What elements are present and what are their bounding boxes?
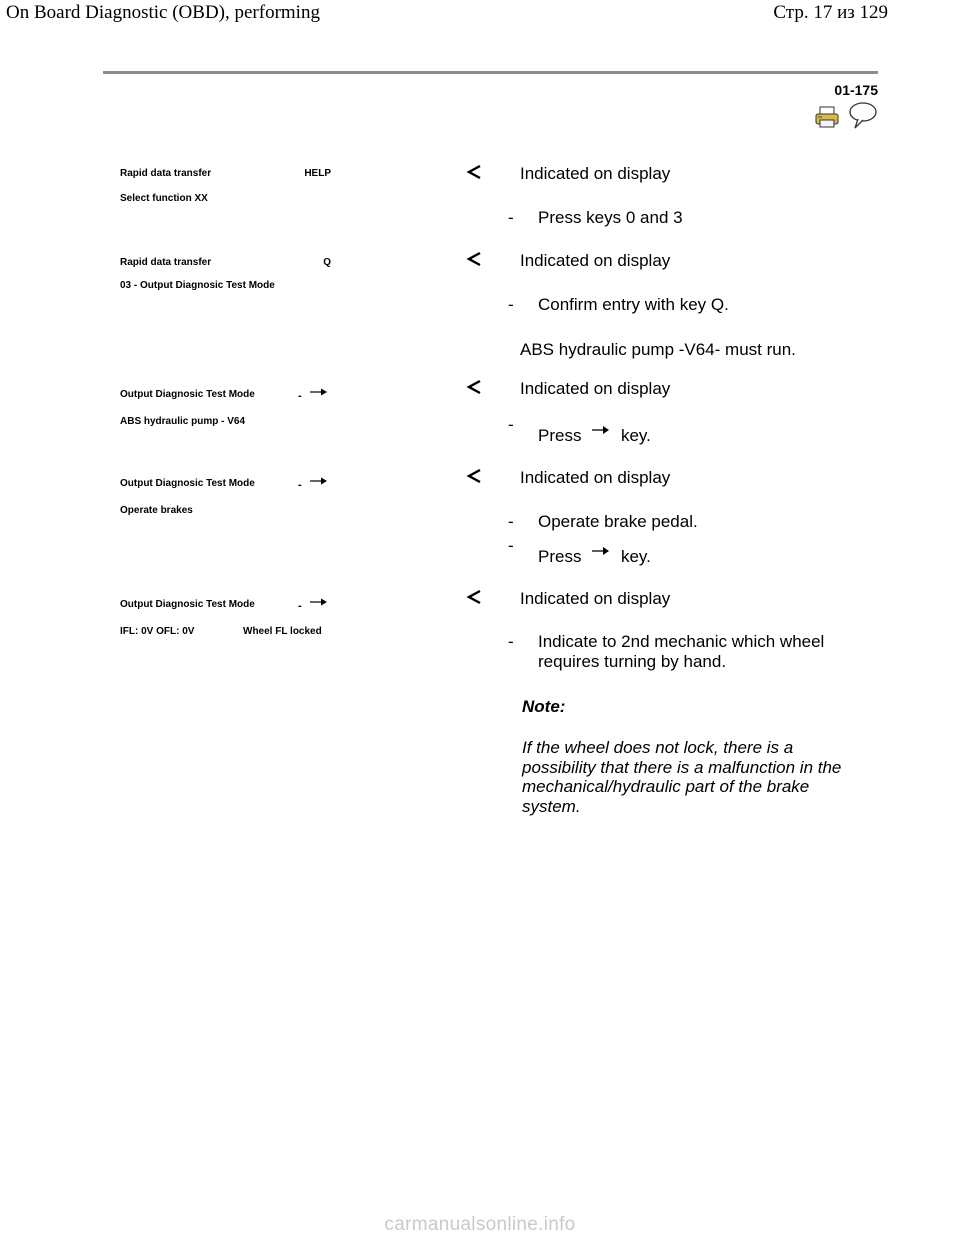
right-arrow-icon xyxy=(592,546,610,556)
right-arrow-icon xyxy=(310,477,328,485)
note-label: Note: xyxy=(522,697,566,716)
arrow-left-indicator-icon xyxy=(466,251,482,267)
display-line-1: Rapid data transfer xyxy=(120,257,212,268)
speech-bubble-icon[interactable] xyxy=(848,101,878,129)
display-key-label: Q xyxy=(323,257,331,268)
display-line-2: ABS hydraulic pump - V64 xyxy=(120,416,246,427)
document-title: On Board Diagnostic (OBD), performing xyxy=(6,2,320,23)
step-dash: - xyxy=(508,295,514,314)
display-line-2: Select function XX xyxy=(120,193,208,204)
indicated-on-display: Indicated on display xyxy=(520,164,671,183)
arrow-left-indicator-icon xyxy=(466,164,482,180)
display-line-1: Output Diagnosic Test Mode xyxy=(120,478,255,489)
result-note: ABS hydraulic pump -V64- must run. xyxy=(520,340,796,359)
indicated-on-display: Indicated on display xyxy=(520,379,671,398)
arrow-left-indicator-icon xyxy=(466,379,482,395)
watermark-footer: carmanualsonline.info xyxy=(384,1214,576,1235)
arrow-left-indicator-icon xyxy=(466,589,482,605)
indicated-on-display: Indicated on display xyxy=(520,468,671,487)
display-dash: - xyxy=(298,600,302,612)
indicated-on-display: Indicated on display xyxy=(520,251,671,270)
step-text-line1: Indicate to 2nd mechanic which wheel xyxy=(538,632,825,651)
step-dash: - xyxy=(508,632,514,651)
right-arrow-icon xyxy=(310,598,328,606)
note-text-line3: mechanical/hydraulic part of the brake xyxy=(522,777,810,796)
display-dash: - xyxy=(298,390,302,402)
display-line-1: Rapid data transfer xyxy=(120,168,212,179)
right-arrow-icon xyxy=(310,388,328,396)
step-dash: - xyxy=(508,415,514,434)
step-text-line2: requires turning by hand. xyxy=(538,652,727,671)
step-text-key: key. xyxy=(620,426,651,445)
display-line-2-status: Wheel FL locked xyxy=(243,626,322,637)
arrow-left-indicator-icon xyxy=(466,468,482,484)
step-dash: - xyxy=(508,208,514,227)
display-line-2: 03 - Output Diagnosic Test Mode xyxy=(120,280,275,291)
step-text: Operate brake pedal. xyxy=(538,512,698,531)
display-line-2: IFL: 0V OFL: 0V xyxy=(120,626,195,637)
step-dash: - xyxy=(508,536,514,555)
display-line-2: Operate brakes xyxy=(120,505,193,516)
page-number: 01-175 xyxy=(834,82,878,98)
page-counter: Стр. 17 из 129 xyxy=(773,2,888,23)
step-text: Confirm entry with key Q. xyxy=(538,295,729,314)
step-dash: - xyxy=(508,512,514,531)
step-text-press: Press xyxy=(538,547,582,566)
note-text-line4: system. xyxy=(522,797,581,816)
printer-icon[interactable] xyxy=(815,106,839,128)
display-line-1: Output Diagnosic Test Mode xyxy=(120,389,255,400)
step-text: Press keys 0 and 3 xyxy=(538,208,683,227)
display-key-label: HELP xyxy=(304,168,331,179)
step-text-press: Press xyxy=(538,426,582,445)
step-text-key: key. xyxy=(620,547,651,566)
note-text-line1: If the wheel does not lock, there is a xyxy=(522,738,794,757)
header-rule xyxy=(103,71,878,74)
note-text-line2: possibility that there is a malfunction in the xyxy=(522,758,842,777)
display-line-1: Output Diagnosic Test Mode xyxy=(120,599,255,610)
display-dash: - xyxy=(298,479,302,491)
right-arrow-icon xyxy=(592,425,610,435)
indicated-on-display: Indicated on display xyxy=(520,589,671,608)
